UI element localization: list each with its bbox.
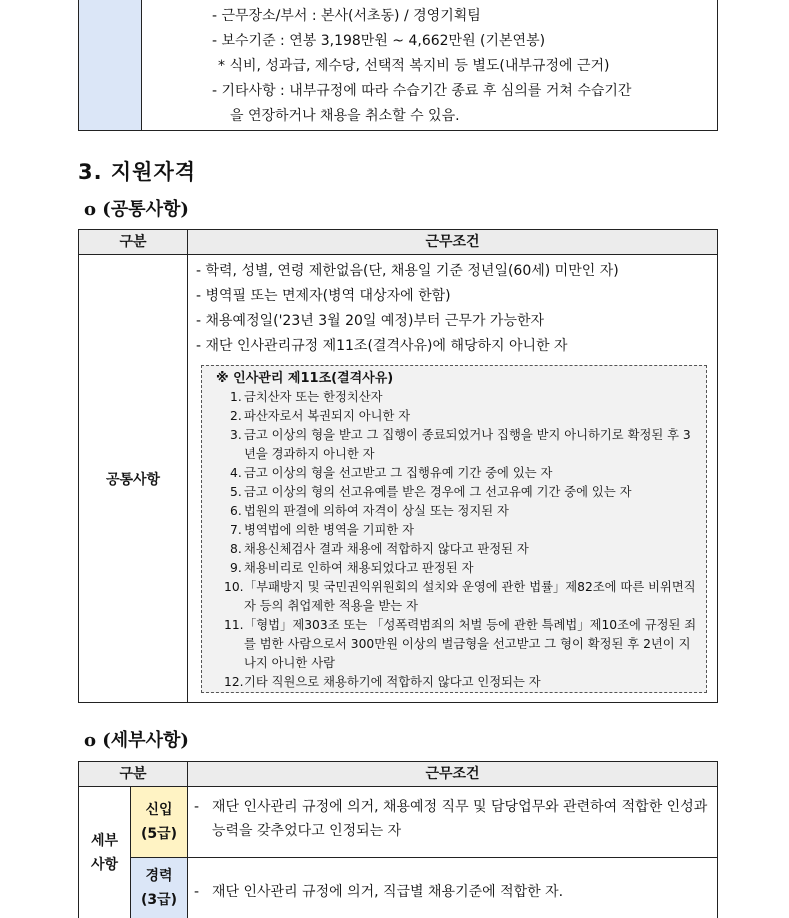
common-requirements-heading: o (공통사항) (84, 199, 189, 220)
job-details-content (142, 0, 717, 130)
benefits-note-line: * 식비, 성과급, 제수당, 선택적 복지비 등 별도(내부규정에 근거) (218, 58, 610, 74)
article-item: 11.「형법」제303조 또는 「성폭력범죄의 처벌 등에 관한 특례법」제10조에 규정된 죄를 범한 사람으로서 300만원 이상의 벌금형을 선고받고 그 형이 확정된 후 2년이 지나지 아니한 사람 (224, 618, 697, 670)
detail-requirements-body (79, 787, 717, 918)
article-item: 10.「부패방지 및 국민권익위원회의 설치와 운영에 관한 법률」제82조에 따른 비위면직자 등의 취업제한 적용을 받는 자 (224, 580, 696, 613)
salary-line: - 보수기준 : 연봉 3,198만원 ~ 4,662만원 (기본연봉) (212, 33, 546, 49)
experienced-condition: - 재단 인사관리 규정에 의거, 직급별 채용기준에 적합한 자. (194, 884, 564, 901)
job-details-table (78, 0, 718, 131)
detail-requirements-table (78, 761, 718, 918)
article-item: 8. 채용신체검사 결과 채용에 적합하지 않다고 판정된 자 (230, 542, 529, 556)
table-label-cell (79, 0, 142, 130)
work-location-line: - 근무장소/부서 : 본사(서초동) / 경영기획팀 (212, 8, 481, 24)
article-item: 5. 금고 이상의 형의 선고유예를 받은 경우에 그 선고유예 기간 중에 있는 자 (230, 485, 632, 499)
condition-item: - 학력, 성별, 연령 제한없음(단, 채용일 기준 정년일(60세) 미만인 자) (196, 263, 619, 279)
table-row-new-hire (131, 787, 717, 857)
article-item: 1. 금치산자 또는 한정치산자 (230, 390, 383, 404)
table-header-row (79, 762, 717, 787)
header-conditions: 근무조건 (425, 234, 480, 250)
header-conditions: 근무조건 (425, 766, 480, 782)
header-category: 구분 (79, 230, 188, 254)
article-item: 12.기타 직원으로 채용하기에 적합하지 않다고 인정되는 자 (224, 675, 541, 689)
header-category: 구분 (79, 762, 188, 786)
table-header-row (79, 230, 717, 255)
article-title: ※ 인사관리 제11조(결격사유) (216, 371, 394, 386)
article-item: 4. 금고 이상의 형을 선고받고 그 집행유예 기간 중에 있는 자 (230, 466, 553, 480)
common-conditions-cell (188, 255, 717, 702)
row-label: 세부 사항 (79, 787, 131, 918)
detail-rows (131, 787, 717, 918)
new-hire-condition: - 재단 인사관리 규정에 의거, 채용예정 직무 및 담당업무와 관련하여 적합한 인성과 능력을 갖추었다고 인정되는 자 (194, 799, 708, 839)
condition-item: - 병역필 또는 면제자(병역 대상자에 한함) (196, 288, 451, 304)
detail-requirements-heading: o (세부사항) (84, 730, 189, 751)
disqualification-article-box (201, 365, 707, 693)
other-notes-line: - 기타사항 : 내부규정에 따라 수습기간 종료 후 심의를 거쳐 수습기간 (212, 83, 632, 99)
article-item: 6. 법원의 판결에 의하여 자격이 상실 또는 정지된 자 (230, 504, 509, 518)
common-requirements-row (79, 255, 717, 702)
experienced-grade-label: 경력 (3급) (131, 858, 188, 918)
section-title: 3. 지원자격 (78, 160, 197, 184)
common-requirements-table (78, 229, 718, 703)
table-row-experienced (131, 857, 717, 918)
condition-item: - 재단 인사관리규정 제11조(결격사유)에 해당하지 아니한 자 (196, 338, 568, 354)
article-item: 9. 채용비리로 인하여 채용되었다고 판정된 자 (230, 561, 474, 575)
other-notes-continued-line: 을 연장하거나 채용을 취소할 수 있음. (230, 108, 460, 124)
article-item: 7. 병역법에 의한 병역을 기피한 자 (230, 523, 415, 537)
new-hire-grade-label: 신입 (5급) (131, 787, 188, 857)
condition-item: - 채용예정일('23년 3월 20일 예정)부터 근무가 가능한자 (196, 313, 545, 329)
article-item: 3. 금고 이상의 형을 받고 그 집행이 종료되었거나 집행을 받지 아니하기로 확정된 후 3년을 경과하지 아니한 자 (230, 428, 691, 461)
row-label: 공통사항 (79, 255, 188, 702)
article-item: 2. 파산자로서 복권되지 아니한 자 (230, 409, 411, 423)
